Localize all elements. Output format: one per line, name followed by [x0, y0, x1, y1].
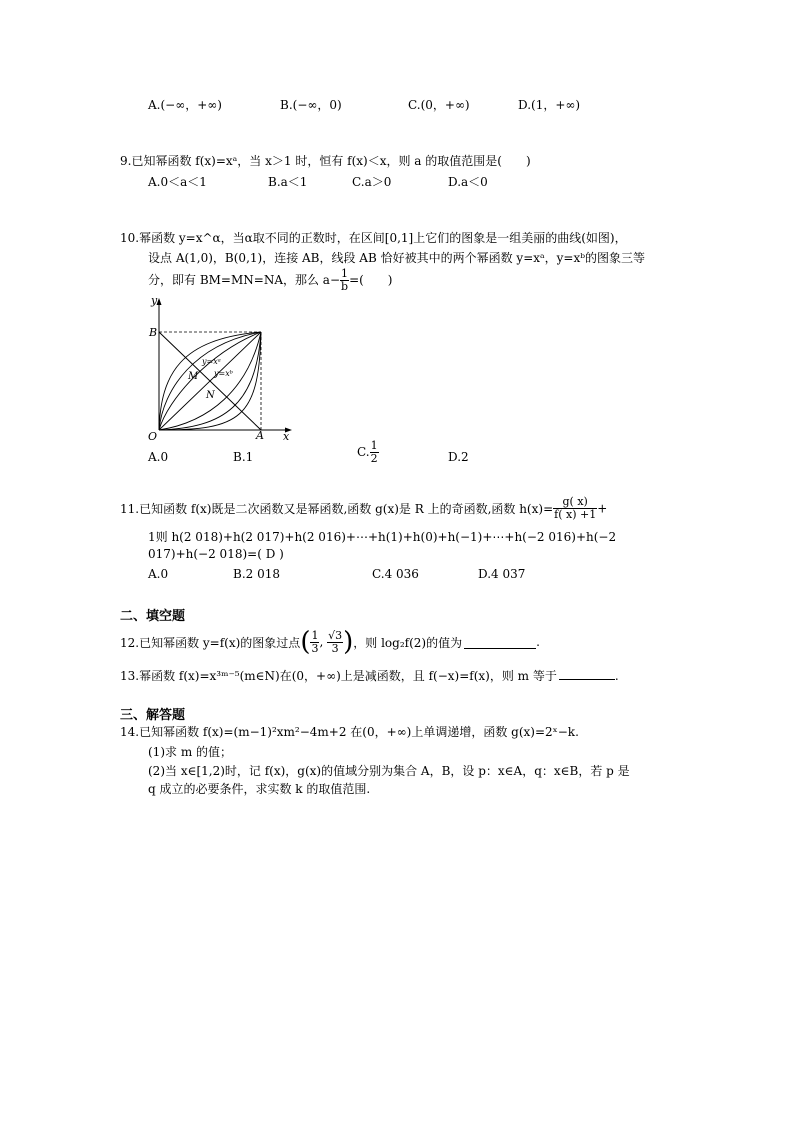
- q12-frac-2: [327, 630, 343, 655]
- q9-option-a: A.0＜a＜1: [148, 175, 207, 189]
- q10-option-c-frac: [370, 440, 379, 465]
- q11-option-d: D.4 037: [478, 567, 526, 581]
- q10-option-a: A.0: [148, 450, 169, 464]
- q12-frac-1: [310, 630, 319, 655]
- q9-option-c: C.a＞0: [352, 175, 392, 189]
- q10-line3-pre: 分，即有 BM=MN=NA，那么 a−: [148, 273, 341, 287]
- label-a: A: [256, 429, 264, 442]
- q10-option-c: [357, 440, 379, 465]
- q11-line3: 017)+h(−2 018)=( D ): [148, 547, 284, 561]
- section-heading-fill-in: 二、填空题: [120, 609, 186, 624]
- q12-frac2-den: 3: [327, 642, 343, 655]
- q11-option-b: B.2 018: [233, 567, 280, 581]
- q10-frac-num: 1: [341, 267, 349, 280]
- label-x: x: [283, 430, 290, 442]
- q12-line: [120, 624, 540, 660]
- q12-frac1-den: 3: [311, 641, 319, 655]
- q10-option-b: B.1: [233, 450, 254, 464]
- q14-line1: 14.已知幂函数 f(x)=(m−1)²xm²−4m+2 在(0，+∞)上单调递增，函数 g(x)=2ˣ−k.: [120, 725, 579, 739]
- q8-option-d: D.(1，+∞): [518, 98, 581, 112]
- q13-end: .: [614, 669, 619, 683]
- label-curve-a: y=xᵃ: [202, 357, 221, 366]
- q11-line2: 1则 h(2 018)+h(2 017)+h(2 016)+⋯+h(1)+h(0)+h(−1)+⋯+h(−2 016)+h(−2: [148, 530, 617, 544]
- q9-option-d: D.a＜0: [448, 175, 488, 189]
- q10-option-c-label: C.: [357, 445, 370, 459]
- label-n: N: [206, 390, 215, 401]
- q12-answer-blank[interactable]: [464, 636, 536, 649]
- q10-option-d: D.2: [448, 450, 469, 464]
- q14-part1: (1)求 m 的值；: [148, 745, 233, 759]
- q11-frac-den: f( x) +1: [554, 508, 597, 521]
- q10-fraction: [340, 268, 349, 293]
- y-axis-arrow: [157, 298, 162, 305]
- q11-frac-num: g( x): [562, 495, 588, 508]
- q10-optc-den: 2: [370, 452, 378, 465]
- q14-part2-line2: q 成立的必要条件，求实数 k 的取值范围.: [148, 782, 371, 796]
- label-y: y: [151, 294, 158, 307]
- q13-line: [120, 667, 619, 684]
- q11-fraction: [553, 496, 597, 521]
- q8-option-b: B.(−∞，0): [280, 98, 342, 112]
- q10-line3-post: =( ): [349, 273, 393, 287]
- q12-post: ，则 log₂f(2)的值为: [353, 635, 463, 650]
- label-b: B: [149, 326, 158, 339]
- power-function-figure: [140, 294, 300, 442]
- q12-frac1-num: 1: [311, 628, 319, 642]
- q11-option-a: A.0: [148, 567, 169, 581]
- q12-left-paren: (: [300, 627, 311, 657]
- q12-pre: 12.已知幂函数 y=f(x)的图象过点: [120, 635, 301, 650]
- q10-line3: [148, 268, 392, 293]
- q12-right-paren: ): [343, 627, 354, 657]
- q13-answer-blank[interactable]: [559, 667, 615, 680]
- q11-line1-post: +: [597, 501, 608, 516]
- label-curve-b: y=xᵇ: [214, 369, 233, 378]
- q10-optc-num: 1: [370, 439, 378, 452]
- q10-line2: 设点 A(1,0)，B(0,1)，连接 AB，线段 AB 恰好被其中的两个幂函数 y=xᵃ，y=xᵇ的图象三等: [148, 251, 646, 265]
- q8-option-c: C.(0，+∞): [408, 98, 470, 112]
- q12-comma: ,: [319, 635, 328, 649]
- q9-stem: 9.已知幂函数 f(x)=xᵃ，当 x＞1 时，恒有 f(x)＜x，则 a 的取值范围是( ): [120, 154, 531, 168]
- q12-frac2-num: √3: [328, 628, 343, 642]
- q8-option-a: A.(−∞，+∞): [148, 98, 222, 112]
- q14-part2-line1: (2)当 x∈[1,2)时，记 f(x)，g(x)的值域分别为集合 A，B，设 p：x∈A，q：x∈B，若 p 是: [148, 764, 630, 778]
- section-heading-solve: 三、解答题: [120, 708, 186, 723]
- q11-line1-pre: 11.已知函数 f(x)既是二次函数又是幂函数,函数 g(x)是 R 上的奇函数,函数 h(x)=: [120, 502, 554, 516]
- q13-text: 13.幂函数 f(x)=x³ᵐ⁻⁵(m∈N)在(0，+∞)上是减函数，且 f(−x)=f(x)，则 m 等于: [120, 669, 557, 683]
- q12-end: .: [536, 635, 540, 649]
- label-o: O: [148, 430, 158, 442]
- q11-line1: [120, 496, 607, 521]
- q9-option-b: B.a＜1: [268, 175, 308, 189]
- label-m: M: [188, 371, 199, 382]
- q11-option-c: C.4 036: [372, 567, 419, 581]
- q10-line1: 10.幂函数 y=x^α，当α取不同的正数时，在区间[0,1]上它们的图象是一组美丽的曲线(如图)，: [120, 231, 627, 245]
- q10-frac-den: b: [341, 280, 349, 293]
